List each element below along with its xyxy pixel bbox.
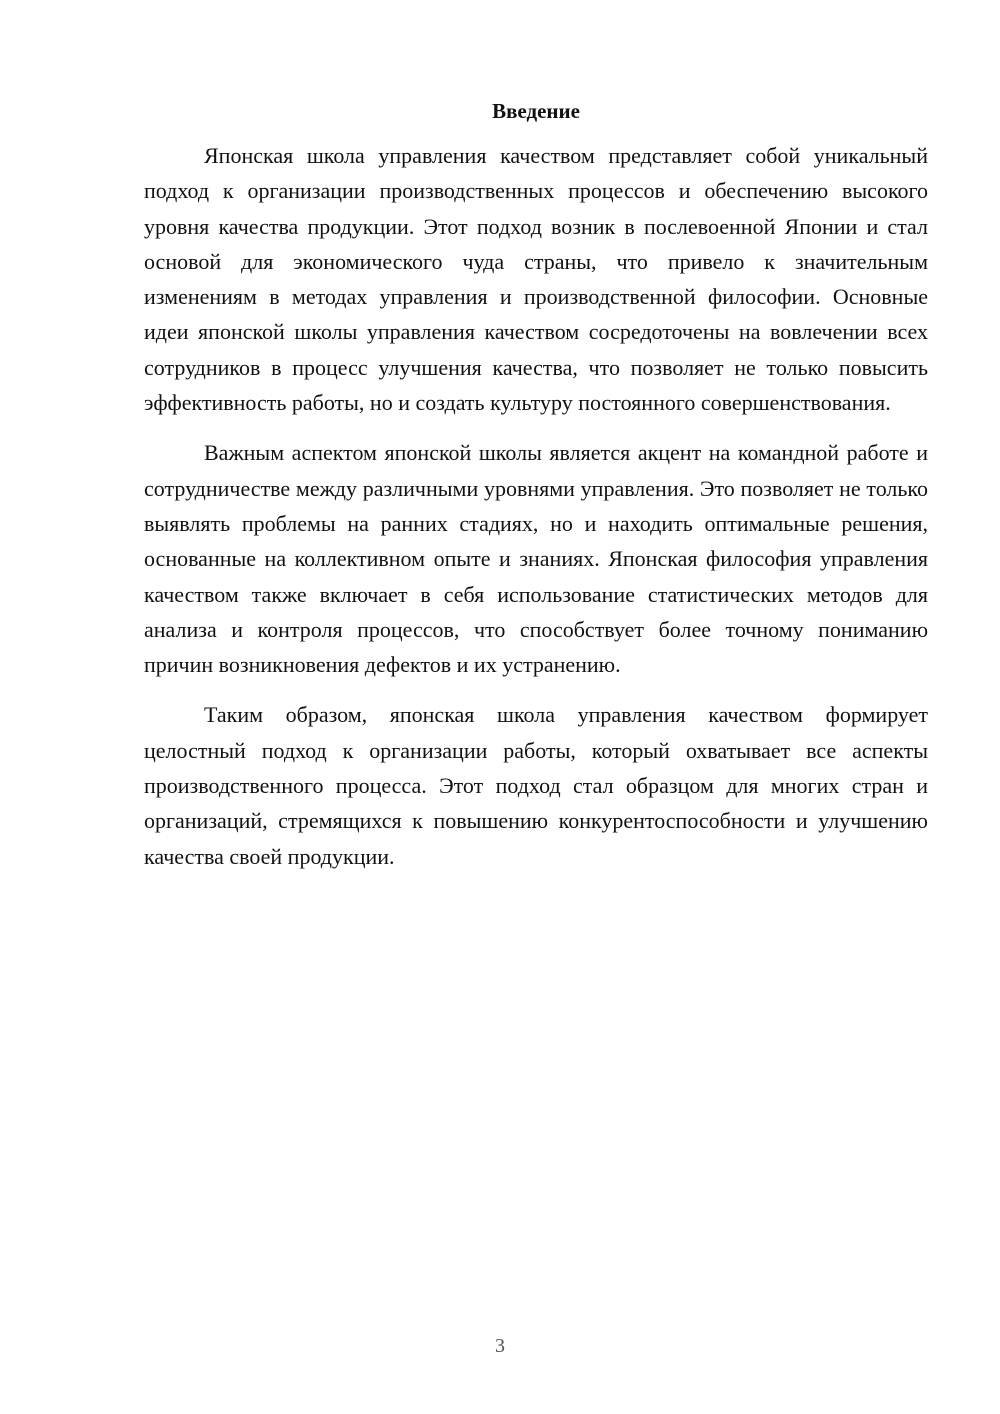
paragraph-2: Важным аспектом японской школы является акцент на командной работе и сотрудничестве между различными уровнями управления. Это позволяет не только выявлять проблемы на ранних стадиях, но и находить оптимальные решения, основанные на коллективном опыте и знаниях. Японская философия управления качеством также включает в себя использование статистических методов для анализа и контроля процессов, что способствует более точному пониманию причин возникновения дефектов и их устранению.: [144, 440, 928, 678]
paragraph-1: Японская школа управления качеством представляет собой уникальный подход к организации производственных процессов и обеспечению высокого уровня качества продукции. Этот подход возник в послевоенной Японии и стал основой для экономического чуда страны, что привело к значительным изменениям в методах управления и производственной философии. Основные идеи японской школы управления качеством сосредоточены на вовлечении всех сотрудников в процесс улучшения качества, что позволяет не только повысить эффективность работы, но и создать культуру постоянного совершенствования.: [144, 143, 928, 416]
paragraph-3: Таким образом, японская школа управления качеством формирует целостный подход к организации работы, который охватывает все аспекты производственного процесса. Этот подход стал образцом для многих стран и организаций, стремящихся к повышению конкурентоспособности и улучшению качества своей продукции.: [144, 702, 928, 869]
page-content: [144, 96, 928, 889]
page-number: 3: [495, 1335, 505, 1357]
section-title: Введение: [492, 99, 580, 123]
